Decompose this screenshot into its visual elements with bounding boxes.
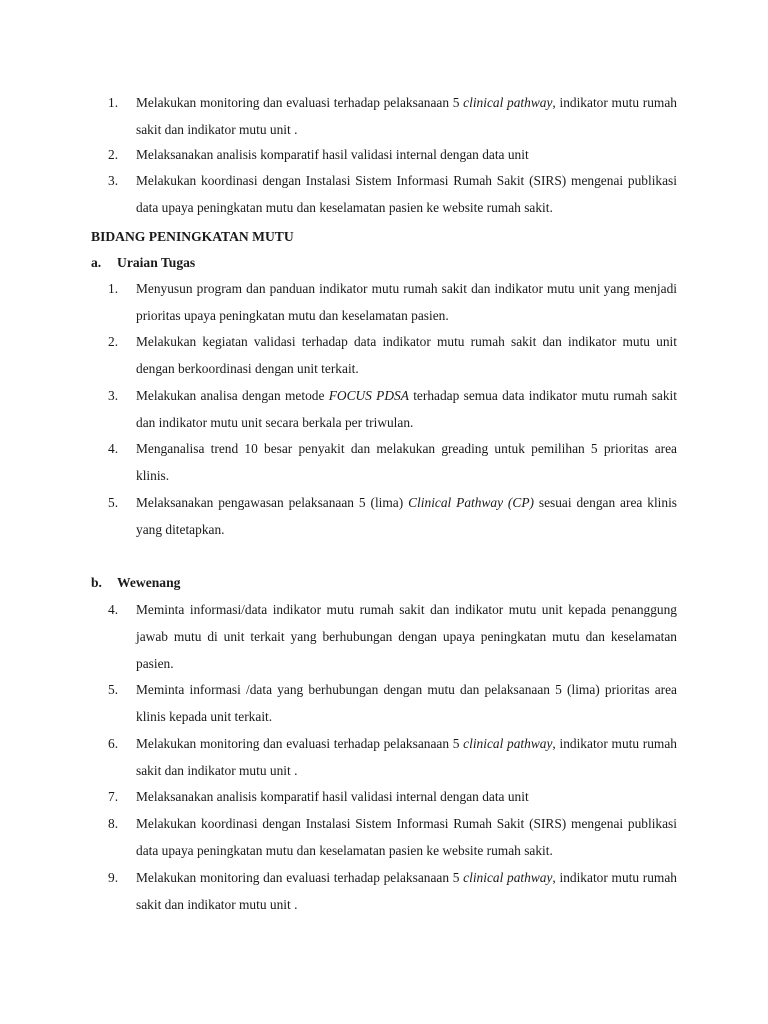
list-item-text: [136, 90, 677, 144]
list-item-text: [136, 597, 677, 677]
subsection-b-letter: b.: [91, 575, 102, 590]
list-item-number: 8.: [108, 816, 119, 831]
list-item-number: 1.: [108, 281, 119, 296]
italic-term: FOCUS PDSA: [328, 388, 409, 403]
text-run: Melaksanakan pengawasan pelaksanaan 5 (lima): [136, 495, 409, 510]
text-run: Menganalisa trend 10 besar penyakit dan melakukan greading untuk pemilihan 5 prioritas area klinis.: [136, 441, 677, 483]
text-run: Melakukan monitoring dan evaluasi terhadap pelaksanaan 5: [136, 736, 464, 751]
subsection-a-label: Uraian Tugas: [117, 255, 196, 270]
list-item-text: [136, 329, 677, 383]
subsection-b-label: Wewenang: [117, 575, 181, 590]
section-title: BIDANG PENINGKATAN MUTU: [91, 229, 294, 244]
list-item-number: 3.: [108, 388, 119, 403]
list-item-text: [136, 142, 677, 169]
text-run: , indikator mutu rumah sakit dan indikator mutu unit .: [136, 95, 677, 137]
text-run: Melakukan analisa dengan metode: [136, 388, 329, 403]
text-run: Melakukan monitoring dan evaluasi terhadap pelaksanaan 5: [136, 95, 464, 110]
text-run: Meminta informasi/data indikator mutu rumah sakit dan indikator mutu unit kepada penanggung jawab mutu di unit terkait yang berhubungan dengan upaya peningkatan mutu dan keselamatan pasien.: [136, 602, 677, 671]
list-item-text: [136, 168, 677, 222]
list-item-text: [136, 784, 677, 811]
italic-term: clinical pathway: [463, 95, 553, 110]
subsection-a-letter: a.: [91, 255, 102, 270]
list-item-number: 1.: [108, 95, 119, 110]
text-run: sesuai dengan area klinis yang ditetapkan.: [136, 495, 678, 537]
text-run: Melakukan koordinasi dengan Instalasi Sistem Informasi Rumah Sakit (SIRS) mengenai publikasi data upaya peningkatan mutu dan keselamatan pasien ke website rumah sakit.: [136, 173, 677, 215]
list-item-number: 4.: [108, 602, 119, 617]
text-run: Melaksanakan analisis komparatif hasil validasi internal dengan data unit: [136, 789, 529, 804]
list-item-text: [136, 865, 677, 919]
list-item-text: [136, 731, 677, 785]
list-item-number: 5.: [108, 682, 119, 697]
text-run: , indikator mutu rumah sakit dan indikator mutu unit .: [136, 736, 677, 778]
text-run: Melaksanakan analisis komparatif hasil validasi internal dengan data unit: [136, 147, 529, 162]
list-item-text: [136, 490, 677, 544]
list-item-number: 2.: [108, 147, 119, 162]
text-run: Melakukan koordinasi dengan Instalasi Sistem Informasi Rumah Sakit (SIRS) mengenai publikasi data upaya peningkatan mutu dan keselamatan pasien ke website rumah sakit.: [136, 816, 677, 858]
list-item-text: [136, 811, 677, 865]
italic-term: clinical pathway: [463, 870, 553, 885]
italic-term: Clinical Pathway (CP): [408, 495, 534, 510]
text-run: Meminta informasi /data yang berhubungan dengan mutu dan pelaksanaan 5 (lima) prioritas area klinis kepada unit terkait.: [136, 682, 677, 724]
list-item-text: [136, 383, 677, 437]
text-run: Melakukan monitoring dan evaluasi terhadap pelaksanaan 5: [136, 870, 464, 885]
italic-term: clinical pathway: [463, 736, 553, 751]
text-run: , indikator mutu rumah sakit dan indikator mutu unit .: [136, 870, 677, 912]
list-item-text: [136, 677, 677, 731]
list-item-number: 6.: [108, 736, 119, 751]
list-item-number: 3.: [108, 173, 119, 188]
list-item-number: 5.: [108, 495, 119, 510]
list-item-text: [136, 436, 677, 490]
text-run: Menyusun program dan panduan indikator mutu rumah sakit dan indikator mutu unit yang menjadi prioritas upaya peningkatan mutu dan keselamatan pasien.: [136, 281, 677, 323]
text-run: terhadap semua data indikator mutu rumah sakit dan indikator mutu unit secara berkala per triwulan.: [136, 388, 677, 430]
list-item-number: 4.: [108, 441, 119, 456]
list-item-number: 7.: [108, 789, 119, 804]
list-item-number: 9.: [108, 870, 119, 885]
text-run: Melakukan kegiatan validasi terhadap data indikator mutu rumah sakit dan indikator mutu unit dengan berkoordinasi dengan unit terkait.: [136, 334, 677, 376]
list-item-text: [136, 276, 677, 330]
list-item-number: 2.: [108, 334, 119, 349]
